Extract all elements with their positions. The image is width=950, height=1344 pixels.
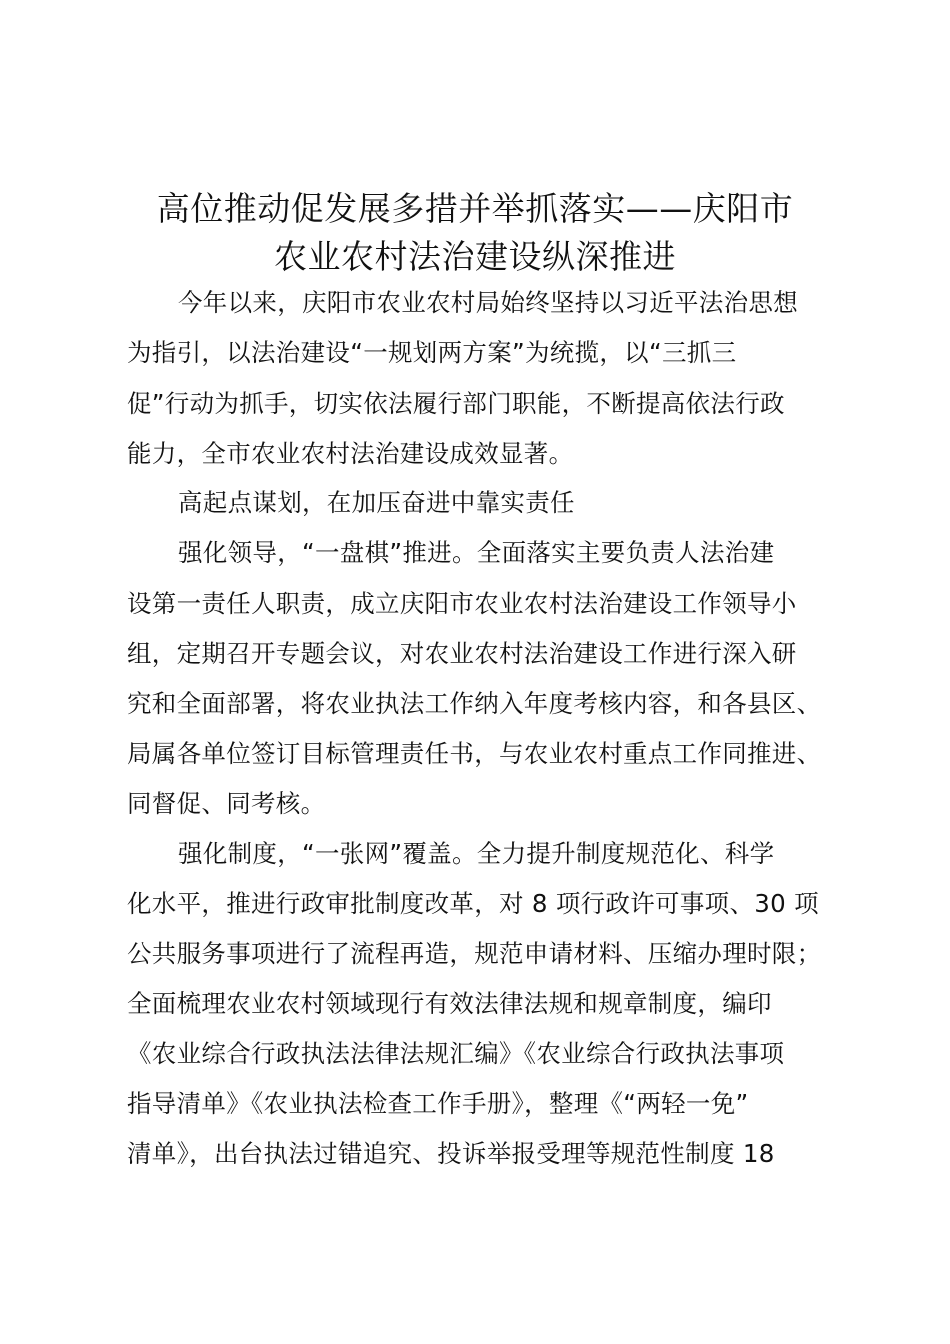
paragraph-3-line-5: 《农业综合行政执法法律法规汇编》《农业综合行政执法事项	[127, 1039, 785, 1068]
paragraph-3-line-4: 全面梳理农业农村领域现行有效法律法规和规章制度，编印	[127, 989, 772, 1018]
paragraph-2-line-2: 设第一责任人职责，成立庆阳市农业农村法治建设工作领导小	[127, 589, 797, 618]
paragraph-3-line-1: 强化制度，“一张网”覆盖。全力提升制度规范化、科学	[178, 839, 775, 868]
document-title-line-1: 高位推动促发展多措并举抓落实——庆阳市	[156, 189, 794, 228]
paragraph-3-line-6: 指导清单》《农业执法检查工作手册》，整理《“两轻一免”	[127, 1089, 749, 1118]
paragraph-2-line-3: 组，定期召开专题会议，对农业农村法治建设工作进行深入研	[127, 639, 797, 668]
paragraph-1-line-4: 能力，全市农业农村法治建设成效显著。	[127, 439, 574, 468]
paragraph-3-line-3: 公共服务事项进行了流程再造，规范申请材料、压缩办理时限；	[127, 939, 822, 968]
paragraph-1-line-2: 为指引，以法治建设“一规划两方案”为统揽，以“三抓三	[127, 338, 737, 367]
paragraph-3-line-2: 化水平，推进行政审批制度改革，对 8 项行政许可事项、30 项	[127, 889, 819, 918]
paragraph-2-line-1: 强化领导，“一盘棋”推进。全面落实主要负责人法治建	[178, 538, 775, 567]
paragraph-3-line-7: 清单》，出台执法过错追究、投诉举报受理等规范性制度 18	[127, 1139, 775, 1168]
paragraph-2-line-4: 究和全面部署，将农业执法工作纳入年度考核内容，和各县区、	[127, 689, 822, 718]
section-heading: 高起点谋划，在加压奋进中靠实责任	[178, 488, 575, 517]
document-title-line-2: 农业农村法治建设纵深推进	[274, 237, 676, 276]
paragraph-2-line-5: 局属各单位签订目标管理责任书，与农业农村重点工作同推进、	[127, 739, 822, 768]
paragraph-2-line-6: 同督促、同考核。	[127, 789, 326, 818]
paragraph-1-line-1: 今年以来，庆阳市农业农村局始终坚持以习近平法治思想	[178, 288, 798, 317]
paragraph-1-line-3: 促”行动为抓手，切实依法履行部门职能，不断提高依法行政	[127, 389, 785, 418]
